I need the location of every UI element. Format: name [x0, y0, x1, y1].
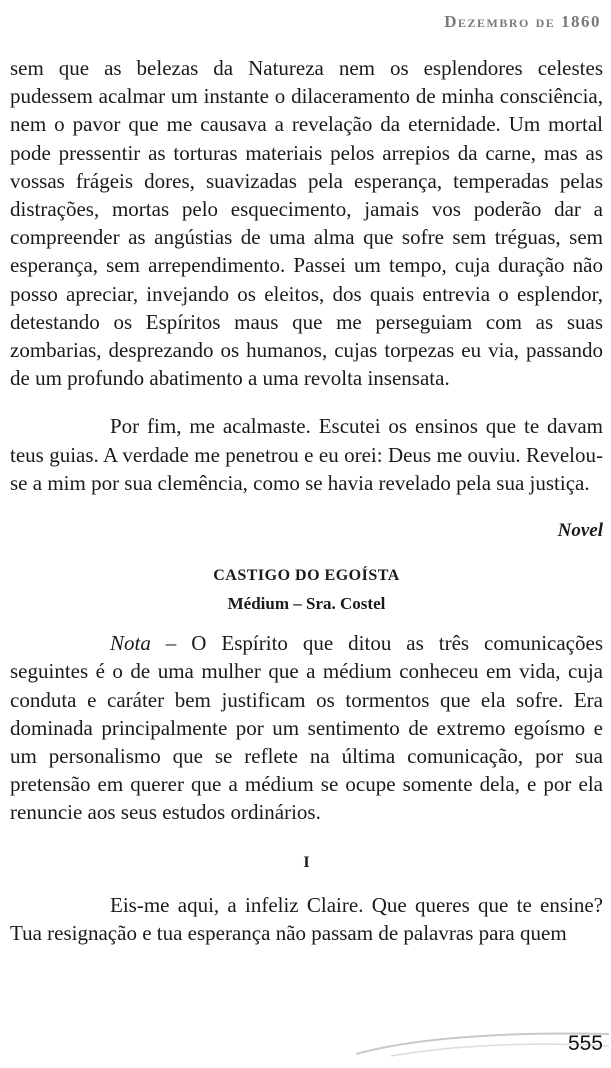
paragraph-3: Eis-me aqui, a infeliz Claire. Que queres que te ensine? Tua resignação e tua esperança não passam de palavras para quem [10, 892, 603, 946]
page-number: 555 [567, 1032, 603, 1055]
paragraph-1: sem que as belezas da Natureza nem os esplendores celestes pudessem acalmar um instante o dilaceramento de minha consciência, nem o pavor que me causava a revelação da eternidade. Um mortal pode pressentir as torturas materiais pelos arrepios da carne, mas as vossas frágeis dores, suavizadas pela esperança, temperadas pelas distrações, mortas pelo esquecimento, jamais vos poderão dar a compreender as angústias de uma alma que sofre sem tréguas, sem esperança, sem arrependimento. Passei um tempo, cuja duração não posso apreciar, invejando os eleitos, dos quais entrevia o esplendor, detestando os Espíritos maus que me perseguiam com as suas zombarias, desprezando os humanos, cujas torpezas eu via, passando de um profundo abatimento a uma revolta insensata. [10, 56, 603, 391]
paragraph-2: Por fim, me acalmaste. Escutei os ensinos que te davam teus guias. A verdade me penetrou e eu orei: Deus me ouviu. Revelou-se a mim por sua clemência, como se havia revelado pela sua justiça. [10, 414, 603, 495]
running-head: Dezembro de 1860 [444, 12, 601, 31]
note-text: – O Espírito que ditou as três comunicações seguintes é o de uma mulher que a médium conheceu em vida, cuja conduta e caráter bem justificam os tormentos que ela sofre. Era dominada principalmente por um sentimento de extremo egoísmo e um personalismo que se reflete na última comunicação, por sua pretensão em querer que a médium se ocupe somente dela, e por ela renuncie aos seus estudos ordinários. [10, 631, 603, 825]
signature: Novel [557, 520, 603, 542]
note-paragraph [10, 629, 603, 826]
section-title: CASTIGO DO EGOÍSTA [213, 567, 400, 585]
section-subtitle: Médium – Sra. Costel [227, 594, 386, 614]
note-label: Nota [110, 631, 151, 656]
section-numeral: I [303, 853, 310, 871]
page-body [10, 54, 603, 947]
